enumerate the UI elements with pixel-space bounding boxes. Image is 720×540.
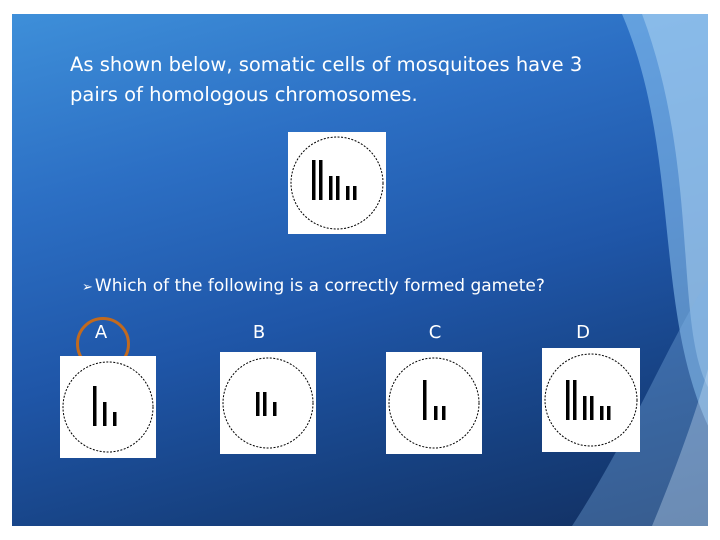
option-d-cell[interactable] bbox=[542, 348, 640, 452]
option-b-cell[interactable] bbox=[220, 352, 316, 454]
option-a-label[interactable]: A bbox=[94, 322, 108, 343]
option-b-label[interactable]: B bbox=[252, 322, 266, 343]
option-a-cell[interactable] bbox=[60, 356, 156, 458]
option-c-label[interactable]: C bbox=[428, 322, 442, 343]
option-d-label[interactable]: D bbox=[576, 322, 590, 343]
slide bbox=[12, 14, 708, 526]
slide-title: As shown below, somatic cells of mosquitoes have 3 pairs of homologous chromosomes. bbox=[70, 53, 583, 106]
question-label: Which of the following is a correctly formed gamete? bbox=[94, 276, 545, 296]
question-text bbox=[82, 276, 545, 296]
somatic-cell-diagram bbox=[288, 132, 386, 234]
option-c-cell[interactable] bbox=[386, 352, 482, 454]
arrow-bullet-icon: ➢ bbox=[82, 280, 93, 295]
